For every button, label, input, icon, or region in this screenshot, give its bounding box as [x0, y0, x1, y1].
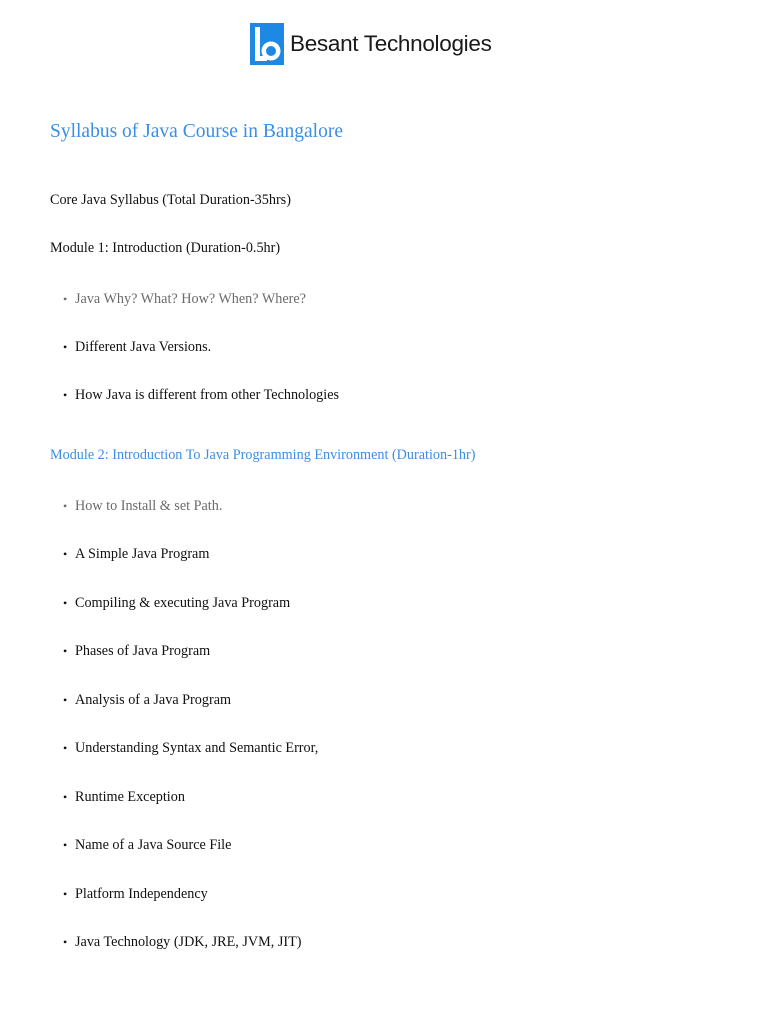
module-1-heading: Module 1: Introduction (Duration-0.5hr) — [50, 240, 281, 256]
bullet-icon: • — [63, 388, 68, 402]
brand-name: Besant Technologies — [290, 31, 492, 56]
module-2-item — [63, 497, 222, 515]
bullet-icon: • — [63, 499, 68, 513]
bullet-icon: • — [63, 644, 68, 658]
item-text: Java Why? What? How? When? Where? — [75, 291, 306, 307]
bullet-icon: • — [63, 693, 68, 707]
bullet-icon: • — [63, 790, 68, 804]
item-text: Compiling & executing Java Program — [75, 595, 291, 611]
module-1-item — [63, 338, 211, 356]
page-title: Syllabus of Java Course in Bangalore — [50, 121, 343, 142]
item-text: Platform Independency — [75, 886, 208, 902]
module-2-item — [63, 545, 209, 563]
brand-logo — [250, 23, 492, 65]
bullet-icon: • — [63, 935, 68, 949]
module-1-item — [63, 290, 306, 308]
besant-logo-icon — [250, 23, 284, 65]
module-2-item — [63, 788, 185, 806]
module-2-heading: Module 2: Introduction To Java Programming Environment (Duration-1hr) — [50, 447, 476, 463]
core-syllabus-heading: Core Java Syllabus (Total Duration-35hrs) — [50, 192, 291, 208]
item-text: How to Install & set Path. — [75, 498, 223, 514]
module-2-item — [63, 642, 210, 660]
bullet-icon: • — [63, 887, 68, 901]
item-text: Java Technology (JDK, JRE, JVM, JIT) — [75, 934, 302, 950]
bullet-icon: • — [63, 741, 68, 755]
module-2-item — [63, 739, 318, 757]
module-2-item — [63, 836, 231, 854]
item-text: Runtime Exception — [75, 789, 185, 805]
item-text: A Simple Java Program — [75, 546, 210, 562]
module-1-item — [63, 386, 339, 404]
module-2-item — [63, 885, 208, 903]
bullet-icon: • — [63, 340, 68, 354]
bullet-icon: • — [63, 838, 68, 852]
bullet-icon: • — [63, 596, 68, 610]
module-2-item — [63, 691, 231, 709]
module-2-item — [63, 933, 302, 951]
item-text: Analysis of a Java Program — [75, 692, 232, 708]
module-2-item — [63, 594, 290, 612]
bullet-icon: • — [63, 547, 68, 561]
item-text: Understanding Syntax and Semantic Error, — [75, 740, 319, 756]
item-text: Different Java Versions. — [75, 339, 212, 355]
bullet-icon: • — [63, 292, 68, 306]
item-text: Phases of Java Program — [75, 643, 211, 659]
item-text: Name of a Java Source File — [75, 837, 232, 853]
item-text: How Java is different from other Technologies — [75, 387, 340, 403]
